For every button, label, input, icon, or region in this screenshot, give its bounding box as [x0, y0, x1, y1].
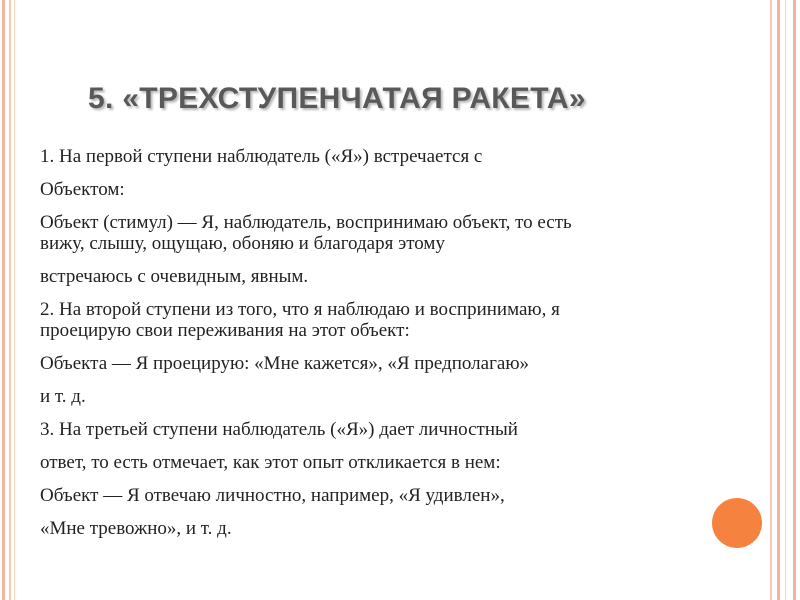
frame-line-right-inner	[770, 0, 772, 600]
body-line: Объект — Я отвечаю личностно, например, «Я удивлен»,	[40, 485, 505, 506]
body-line: встречаюсь с очевидным, явным.	[40, 266, 309, 287]
frame-line-left-outer	[2, 0, 5, 600]
body-line: 1. На первой ступени наблюдатель («Я») встречается с	[40, 146, 483, 167]
frame-line-left-middle	[9, 0, 11, 600]
frame-line-right-middle	[777, 0, 780, 600]
body-line: вижу, слышу, ощущаю, обоняю и благодаря этому	[40, 233, 445, 254]
body-line: Объектом:	[40, 179, 125, 200]
frame-line-right-outer	[793, 0, 796, 600]
body-line: и т. д.	[40, 386, 86, 407]
frame-line-left-inner	[14, 0, 15, 600]
orange-circle-decoration	[712, 498, 762, 548]
body-line: 2. На второй ступени из того, что я наблюдаю и воспринимаю, я	[40, 299, 560, 320]
body-line: Объекта — Я проецирую: «Мне кажется», «Я предполагаю»	[40, 353, 530, 374]
body-line: проецирую свои переживания на этот объект:	[40, 320, 410, 341]
page-title: 5. «ТРЕХСТУПЕНЧАТАЯ РАКЕТА»	[88, 82, 586, 115]
slide-body	[40, 146, 720, 539]
body-line: ответ, то есть отмечает, как этот опыт откликается в нем:	[40, 452, 501, 473]
body-line: 3. На третьей ступени наблюдатель («Я») дает личностный	[40, 419, 518, 440]
body-line: Объект (стимул) — Я, наблюдатель, воспринимаю объект, то есть	[40, 212, 572, 233]
body-line: «Мне тревожно», и т. д.	[40, 518, 232, 539]
frame-line-right-thin	[785, 0, 786, 600]
